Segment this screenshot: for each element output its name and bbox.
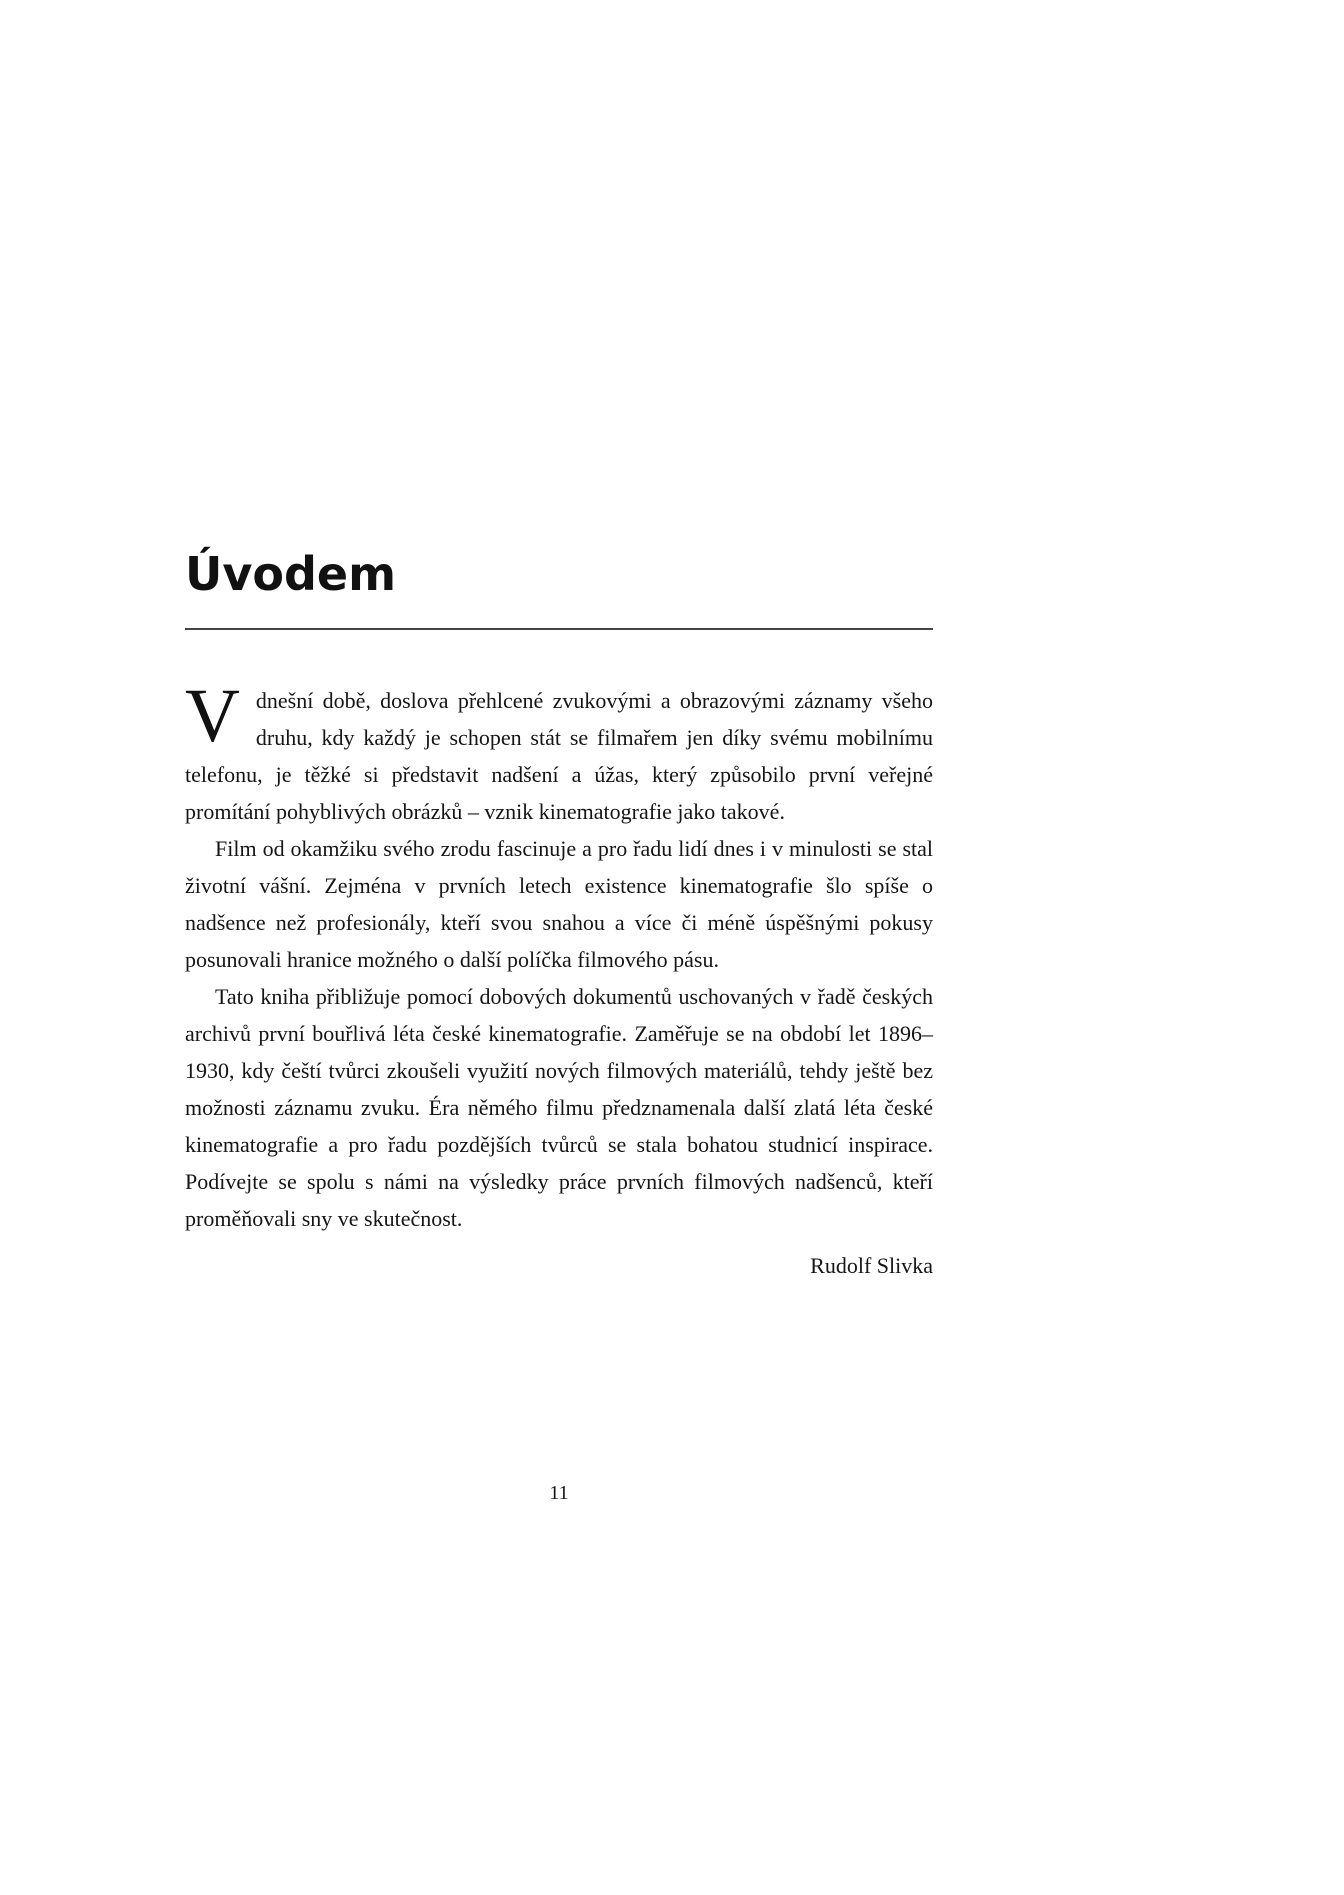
paragraph-film: Film od okamžiku svého zrodu fascinuje a pro řadu lidí dnes i v minulosti se stal životní vášní. Zejména v prvních letech existence kinematografie šlo spíše o nadšence než profesionály, kteří svou snahou a více či méně úspěšnými pokusy posunovali hranice možného o další políčka filmového pásu. <box>185 835 933 972</box>
author-signature: Rudolf Slivka <box>810 1252 933 1278</box>
title-rule <box>185 628 933 630</box>
text-block <box>185 0 933 1284</box>
drop-cap: V <box>185 673 240 758</box>
paragraph-intro-text: dnešní době, doslova přehlcené zvukovými a obrazovými záznamy všeho druhu, kdy každý je schopen stát se filmařem jen díky svému mobilnímu telefonu, je těžké si představit nadšení a úžas, který způsobilo první veřejné promítání pohyblivých obrázků – vznik kinematografie jako takové. <box>185 687 933 824</box>
chapter-title: Úvodem <box>185 547 396 601</box>
paragraph-intro <box>185 673 933 830</box>
page-number: 11 <box>549 1482 569 1504</box>
paragraph-book: Tato kniha přibližuje pomocí dobových dokumentů uschovaných v řadě českých archivů první bouřlivá léta české kinematografie. Zaměřuje se na období let 1896–1930, kdy čeští tvůrci zkoušeli využití nových filmových materiálů, tehdy ještě bez možnosti záznamu zvuku. Éra němého filmu předznamenala další zlatá léta české kinematografie a pro řadu pozdějších tvůrců se stala bohatou studnicí inspirace. Podívejte se spolu s námi na výsledky práce prvních filmových nadšenců, kteří proměňovali sny ve skutečnost. <box>185 983 933 1231</box>
body-text <box>185 673 933 1284</box>
